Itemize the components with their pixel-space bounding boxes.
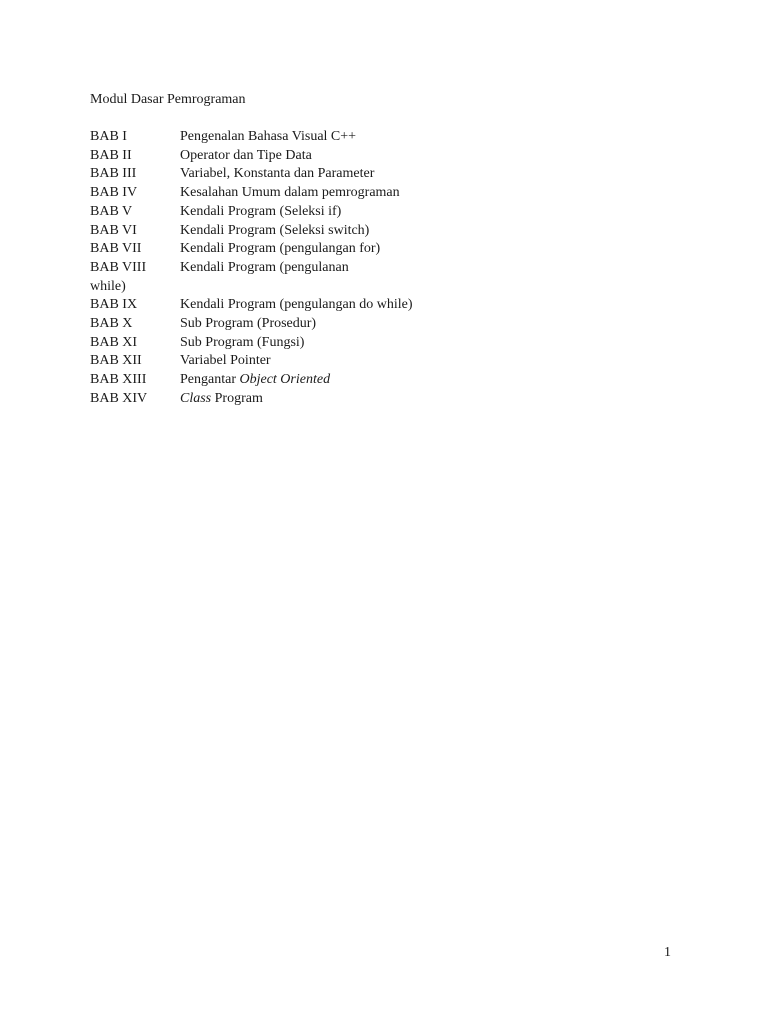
toc-row-bab-7 [90, 240, 510, 259]
chapter-title: Kendali Program (Seleksi if) [180, 203, 342, 219]
chapter-number: BAB I [90, 129, 127, 144]
toc-row-bab-11 [90, 334, 510, 353]
chapter-number: BAB IV [90, 185, 138, 201]
chapter-number: BAB X [90, 316, 133, 332]
chapter-title: Kendali Program (Seleksi switch) [180, 222, 370, 238]
chapter-title: Sub Program (Fungsi) [180, 334, 305, 350]
toc-row-bab-10 [90, 315, 510, 334]
chapter-title-text: Program [211, 390, 263, 406]
toc-row-bab-8 [90, 259, 510, 296]
chapter-title-continuation: while) [90, 278, 126, 294]
chapter-title: Kendali Program (pengulanan [180, 259, 349, 275]
chapter-number: BAB VIII [90, 259, 147, 275]
chapter-number: BAB XI [90, 334, 138, 350]
chapter-title: Sub Program (Prosedur) [180, 316, 317, 332]
chapter-title: Kendali Program (pengulangan for) [180, 241, 381, 257]
chapter-title-italic: Object Oriented [239, 372, 331, 388]
chapter-number: BAB XII [90, 353, 142, 369]
toc-row-bab-14 [90, 390, 510, 409]
chapter-title: Variabel, Konstanta dan Parameter [180, 166, 375, 182]
chapter-title: Kesalahan Umum dalam pemrograman [180, 185, 400, 201]
chapter-number: BAB III [90, 166, 137, 182]
toc-row-bab-5 [90, 203, 510, 222]
document-title: Modul Dasar Pemrograman [90, 92, 246, 107]
chapter-number: BAB VI [90, 222, 137, 238]
chapter-number: BAB IX [90, 297, 138, 313]
toc-row-bab-4 [90, 184, 510, 203]
chapter-title-text: Pengantar [180, 372, 240, 388]
chapter-number: BAB V [90, 203, 133, 219]
chapter-title: Pengenalan Bahasa Visual C++ [180, 129, 357, 144]
toc-row-bab-2 [90, 147, 510, 166]
toc-row-bab-9 [90, 296, 510, 315]
chapter-title: Variabel Pointer [180, 353, 271, 369]
toc-row-bab-6 [90, 222, 510, 241]
toc-row-bab-3 [90, 165, 510, 184]
table-of-contents [90, 128, 510, 409]
chapter-title [90, 390, 510, 409]
chapter-title [90, 371, 510, 390]
toc-row-bab-13 [90, 371, 510, 390]
chapter-title: Kendali Program (pengulangan do while) [180, 297, 413, 313]
chapter-title-italic: Class [180, 390, 212, 406]
chapter-number: BAB XIII [90, 372, 147, 388]
chapter-number: BAB XIV [90, 390, 148, 406]
chapter-title: Operator dan Tipe Data [180, 147, 312, 163]
chapter-number: BAB II [90, 147, 132, 163]
page-number: 1 [664, 945, 671, 960]
chapter-number: BAB VII [90, 241, 142, 257]
toc-row-bab-12 [90, 352, 510, 371]
toc-row-bab-1 [90, 128, 510, 147]
